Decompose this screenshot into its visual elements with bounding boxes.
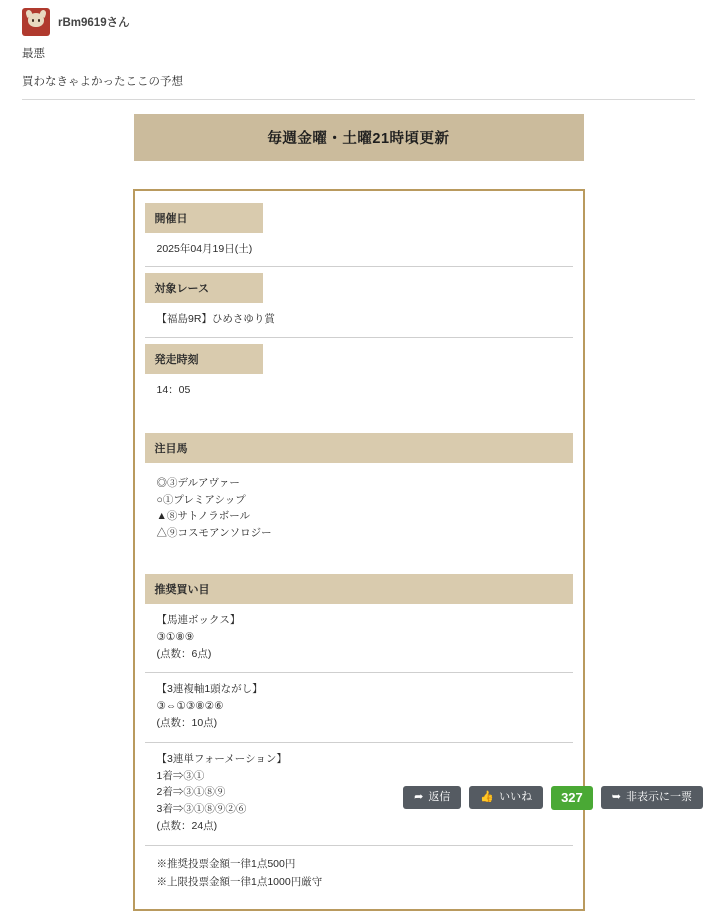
betting-note: ※推奨投票金額一律1点500円 [156, 857, 296, 870]
thumbs-up-icon: 👍 [480, 791, 495, 804]
section-target-race-value: 【福島9R】ひめさゆり賞 [145, 303, 573, 337]
spacer-2 [145, 558, 573, 574]
betting-note: ※上限投票金額一律1点1000円厳守 [156, 875, 323, 888]
featured-horse-item: ○①プレミアシップ [156, 493, 246, 506]
bet-block-sanrenpuku [145, 673, 573, 742]
section-featured-horses-header: 注目馬 [145, 433, 573, 463]
bet-block-row: 1着⇒③① [156, 769, 205, 782]
update-schedule-banner [134, 114, 584, 161]
post-action-bar [0, 786, 717, 810]
post-divider [22, 99, 695, 100]
post-comment-line-2: 買わなきゃよかったここの予想 [22, 76, 183, 88]
reply-button[interactable] [403, 786, 461, 809]
section-post-time [145, 344, 573, 407]
section-race-date [145, 203, 573, 267]
bet-block-title: 【3連単フォーメーション】 [156, 752, 287, 765]
post-comment-line-1: 最悪 [22, 48, 45, 60]
bet-block-selection: ③⇔①③⑧②⑥ [156, 700, 224, 713]
featured-horses-list [145, 463, 573, 552]
section-recommended-bets-header: 推奨買い目 [145, 574, 573, 604]
bet-block-title: 【馬連ボックス】 [156, 613, 241, 626]
betting-notes [145, 846, 573, 896]
section-post-time-value: 14：05 [156, 383, 191, 396]
bet-block-points: (点数：24点) [156, 819, 218, 832]
section-recommended-bets [145, 574, 573, 895]
bet-block-umaren-box [145, 604, 573, 673]
bet-block-selection: ③①⑧⑨ [156, 630, 195, 643]
hide-vote-button[interactable] [601, 786, 703, 809]
spacer-1 [145, 413, 573, 433]
hide-vote-button-label: 非表示に一票 [626, 791, 692, 804]
avatar-eye-right [38, 19, 40, 22]
bet-block-title: 【3連複軸1頭ながし】 [156, 683, 263, 696]
avatar-face [28, 13, 44, 27]
avatar-eye-left [32, 19, 34, 22]
reply-button-label: 返信 [428, 791, 451, 804]
update-schedule-banner-text: 毎週金曜・土曜21時頃更新 [267, 131, 450, 147]
post-author-row [0, 0, 717, 42]
featured-horse-item: ◎③デルアヴァー [156, 476, 240, 489]
section-post-time-header: 発走時刻 [145, 344, 263, 374]
section-featured-horses [145, 433, 573, 552]
bet-block-points: (点数：10点) [156, 716, 218, 729]
section-target-race-header: 対象レース [145, 273, 263, 303]
post-username[interactable]: rBm9619さん [58, 17, 130, 29]
bet-block-row: 2着⇒③①⑧⑨ [156, 786, 226, 799]
section-race-date-value: 2025年04月19日(土) [145, 233, 573, 267]
reply-arrow-icon: ➦ [414, 791, 424, 804]
like-count-badge: 327 [551, 786, 593, 810]
bet-block-points: (点数：6点) [156, 647, 212, 660]
bet-block-row: 3着⇒③①⑧⑨②⑥ [156, 803, 247, 816]
hide-vote-icon: ➥ [611, 791, 621, 804]
cat-avatar-icon[interactable] [22, 8, 50, 36]
featured-horse-item: ▲⑧サトノラボール [156, 510, 251, 523]
section-target-race [145, 273, 573, 337]
like-button[interactable] [469, 786, 543, 809]
featured-horse-item: △⑨コスモアンソロジー [156, 527, 272, 540]
like-button-label: いいね [499, 791, 533, 804]
section-race-date-header: 開催日 [145, 203, 263, 233]
